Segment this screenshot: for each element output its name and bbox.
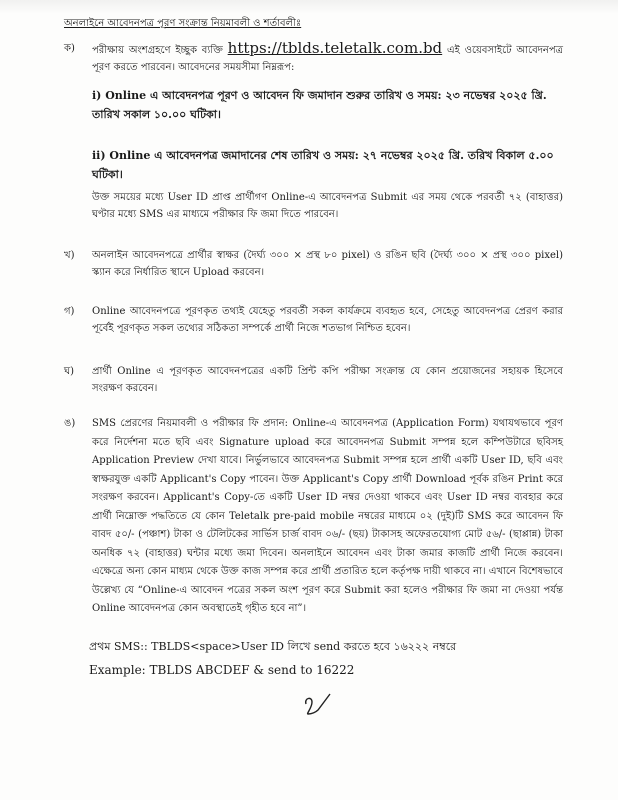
sms-example: Example: TBLDS ABCDEF & send to 16222 [89, 662, 355, 677]
item-marker: ক) [64, 43, 75, 54]
item-marker: ঙ) [64, 418, 76, 429]
item-text: Online আবেদনপত্রে পূরণকৃত তথ্যই যেহেতু পরবর্তী সকল কার্যক্রমে ব্যবহৃত হবে, সেহেতু আবেদনপত্র প্রেরণ করার পূর্বেই পূরণকৃত সকল তথ্যের সঠিকতা সম্পর্কে প্রার্থী নিজে শতভাগ নিশ্চিত হবেন। [92, 306, 563, 334]
website-link[interactable]: https://tblds.teletalk.com.bd [227, 39, 443, 57]
item-marker: খ) [64, 250, 75, 261]
item-gha [64, 363, 563, 397]
item-text: পরীক্ষায় অংশগ্রহণে ইচ্ছুক ব্যক্তি [92, 45, 223, 56]
sms-deadline-note: উক্ত সময়ের মধ্যে User ID প্রাপ্ত প্রার্থীগণ Online-এ আবেদনপত্র Submit এর সময় থেকে পরবর্তী ৭২ (বাহাত্তর) ঘণ্টার মধ্যে SMS এর মাধ্যমে পরীক্ষার ফি জমা দিতে পারবেন। [92, 192, 563, 220]
first-sms-instruction: প্রথম SMS:: TBLDS<space>User ID লিখে send করতে হবে ১৬২২২ নম্বরে [89, 639, 457, 653]
item-marker: গ) [64, 306, 75, 317]
item-ka [64, 40, 563, 76]
end-date-line: ii) Online এ আবেদনপত্র জমাদানের শেষ তারিখ ও সময়: ২৭ নভেম্বর ২০২৫ খ্রি. তরিখ বিকাল ৫.০০ ঘটিকা। [92, 149, 554, 181]
item-ga [64, 303, 563, 337]
item-text: এই ওয়েবসাইটে আবেদনপত্র পূরণ করতে পারবেন। আবেদনের সময়সীমা নিম্নরূপ: [92, 45, 564, 73]
item-text: SMS প্রেরণের নিয়মাবলী ও পরীক্ষার ফি প্রদান: Online-এ আবেদনপত্র (Application Form) যথাযথভাবে পূরণ করে নির্দেশনা মতে ছবি এবং Signature upload করে আবেদনপত্র Submit সম্পন্ন হলে কম্পিউটারে ছবিসহ Application Preview দেখা যাবে। নির্ভুলভাবে আবেদনপত্র Submit সম্পন্ন হলে প্রার্থী একটি User ID, ছবি এবং স্বাক্ষরযুক্ত একটি Applicant's Copy পাবেন। উক্ত Applicant's Copy প্রার্থী Download পূর্বক রঙিন Print করে সংরক্ষণ করবেন। Applicant's Copy-তে একটি User ID নম্বর দেওয়া থাকবে এবং User ID নম্বর ব্যবহার করে প্রার্থী নিম্নোক্ত পদ্ধতিতে যে কোন Teletalk pre-paid mobile নম্বরের মাধ্যমে ০২ (দুই)টি SMS করে আবেদন ফি বাবদ ৫০/- (পঞ্চাশ) টাকা ও টেলিটকের সার্ভিস চার্জ বাবদ ০৬/- (ছয়) টাকাসহ অফেরতযোগ্য মোট ৫৬/- (ছাপ্পান্ন) টাকা অনধিক ৭২ (বাহাত্তর) ঘন্টার মধ্যে জমা দিবেন। অনলাইনে আবেদন এবং টাকা জমার কাজটি প্রার্থী নিজে করবেন। এক্ষেত্রে অন্য কোন মাধ্যম থেকে উক্ত কাজ সম্পন্ন করে প্রার্থী প্রতারিত হলে কর্তৃপক্ষ দায়ী থাকবে না। এখানে বিশেষভাবে উল্লেখ্য যে “Online-এ আবেদন পত্রের সকল অংশ পূরণ করে Submit করা হলেও পরীক্ষার ফি জমা না দেওয়া পর্যন্ত Online আবেদনপত্র কোন অবস্থাতেই গৃহীত হবে না”। [92, 418, 563, 614]
document-title: অনলাইনে আবেদনপত্র পূরণ সংক্রান্ত নিয়মাবলী ও শর্তাবলীঃ [64, 18, 302, 29]
item-text: অনলাইন আবেদনপত্রে প্রার্থীর স্বাক্ষর (দৈর্ঘ্য ৩০০ × প্রস্থ ৮০ pixel) ও রঙিন ছবি (দৈর্ঘ্য ৩০০ × প্রস্থ ৩০০ pixel) স্ক্যান করে নির্ধারিত স্থানে Upload করবেন। [92, 250, 563, 278]
item-uma [64, 415, 563, 619]
signature-mark [300, 690, 340, 720]
item-marker: ঘ) [64, 366, 75, 377]
item-kha [64, 247, 563, 281]
item-text: প্রার্থী Online এ পূরণকৃত আবেদনপত্রের একটি প্রিন্ট কপি পরীক্ষা সংক্রান্ত যে কোন প্রয়োজনের সহায়ক হিসেবে সংরক্ষণ করবেন। [92, 366, 563, 394]
start-date-line: i) Online এ আবেদনপত্র পূরণ ও আবেদন ফি জমাদান শুরুর তারিখ ও সময়: ২৩ নভেম্বর ২০২৫ খ্রি. তারিখ সকাল ১০.০০ ঘটিকা। [92, 89, 547, 121]
